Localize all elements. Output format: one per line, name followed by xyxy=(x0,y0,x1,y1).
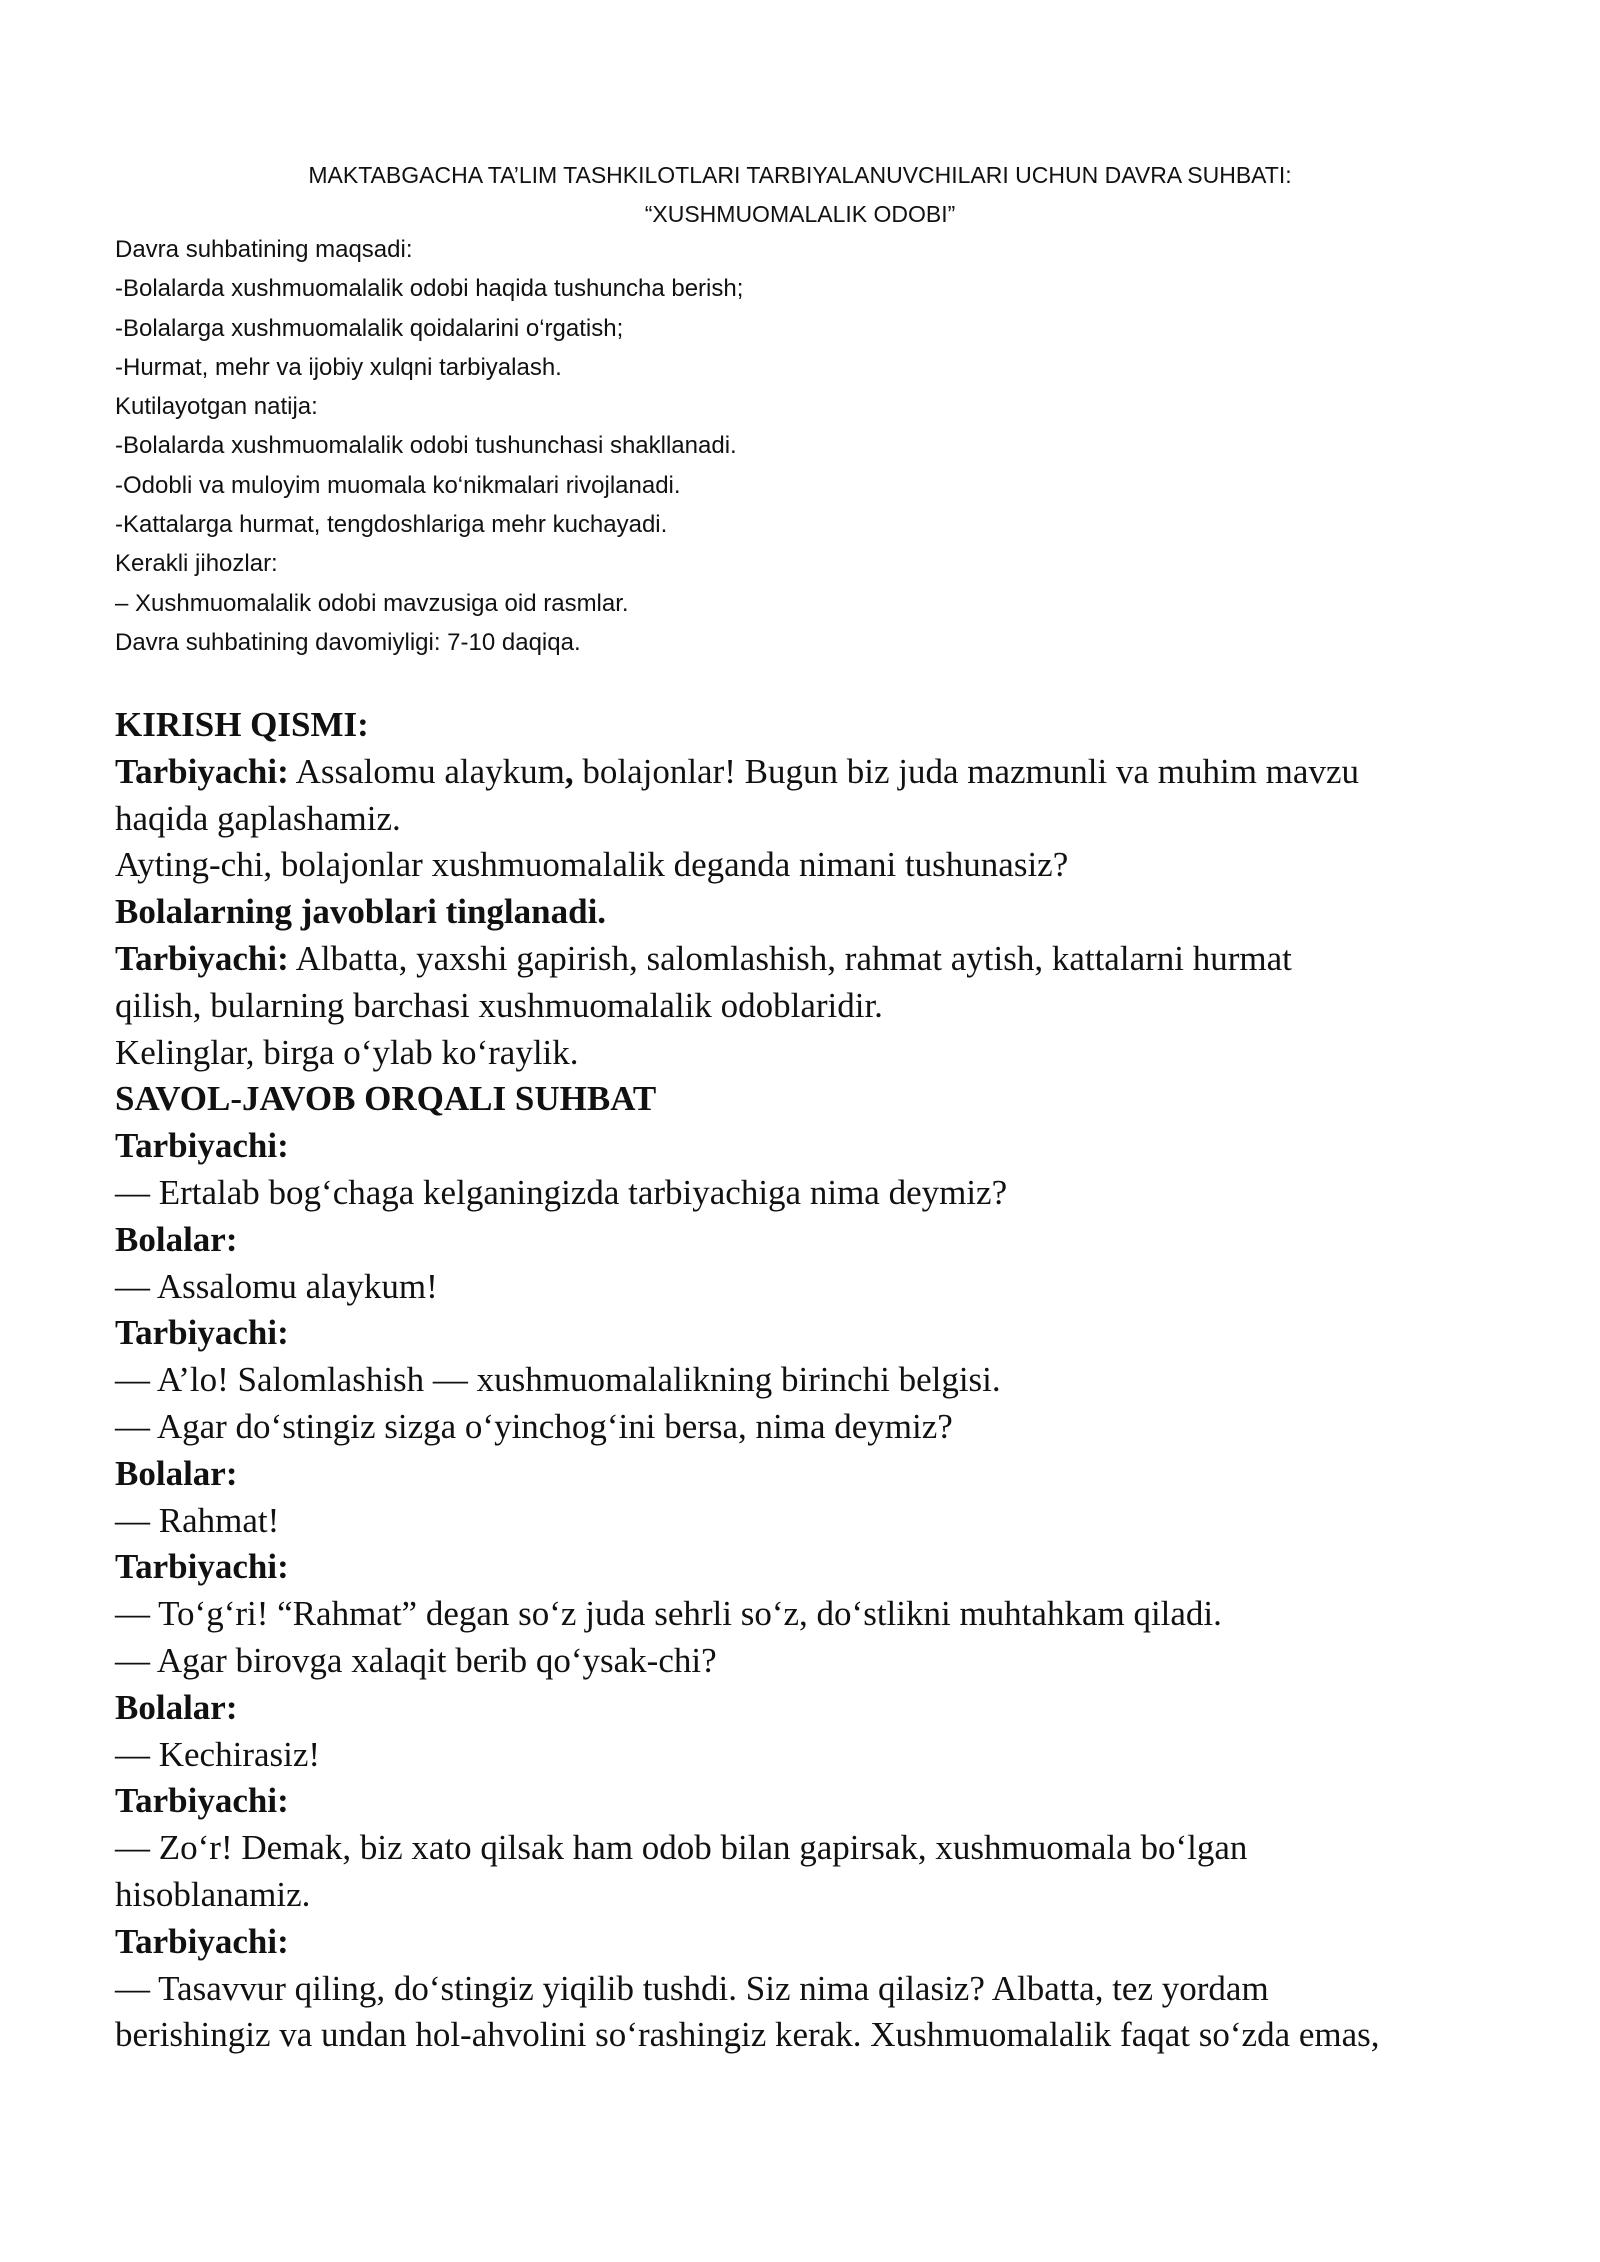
title-line-1: MAKTABGACHA TA’LIM TASHKILOTLARI TARBIYALANUVCHILARI UCHUN DAVRA SUHBATI: xyxy=(308,162,1292,188)
intro-line: -Hurmat, mehr va ijobiy xulqni tarbiyalash. xyxy=(115,353,562,381)
intro-section xyxy=(115,230,1485,662)
dialogue-line: — Zo‘r! Demak, biz xato qilsak ham odob bilan gapirsak, xushmuomala bo‘lgan xyxy=(115,1828,1248,1868)
intro-line: -Odobli va muloyim muomala ko‘nikmalari rivojlanadi. xyxy=(115,471,681,499)
section-heading-intro: KIRISH QISMI: xyxy=(115,705,369,744)
intro-line: Davra suhbatining maqsadi: xyxy=(115,236,413,263)
intro-line: Kutilayotgan natija: xyxy=(115,393,318,421)
intro-line: -Bolalarda xushmuomalalik odobi haqida tushuncha berish; xyxy=(115,275,744,303)
speaker-label: Bolalar: xyxy=(115,1219,238,1259)
paragraph-line xyxy=(115,749,1495,796)
text-span: Assalomu alaykum xyxy=(288,751,565,791)
speaker-label: Tarbiyachi: xyxy=(115,1921,289,1961)
section-heading-qa: SAVOL-JAVOB ORQALI SUHBAT xyxy=(115,1079,657,1119)
dialogue-line: — Ertalab bog‘chaga kelganingizda tarbiyachiga nima deymiz? xyxy=(115,1172,1008,1212)
speaker-label: Tarbiyachi: xyxy=(115,1547,289,1587)
speaker-label: Tarbiyachi: xyxy=(115,751,289,791)
paragraph-line: Ayting-chi, bolajonlar xushmuomalalik deganda nimani tushunasiz? xyxy=(115,845,1069,885)
speaker-label: Tarbiyachi: xyxy=(115,1126,289,1166)
stage-direction: Bolalarning javoblari tinglanadi. xyxy=(115,892,607,932)
dialogue-section xyxy=(115,702,1495,2059)
intro-line: – Xushmuomalalik odobi mavzusiga oid rasmlar. xyxy=(115,589,629,617)
speaker-label: Tarbiyachi: xyxy=(115,938,289,978)
paragraph-line: Kelinglar, birga o‘ylab ko‘raylik. xyxy=(115,1032,579,1072)
document-title xyxy=(115,156,1485,234)
dialogue-line: — To‘g‘ri! “Rahmat” degan so‘z juda sehrli so‘z, do‘stlikni muhtahkam qiladi. xyxy=(115,1594,1222,1634)
dialogue-line: berishingiz va undan hol-ahvolini so‘rashingiz kerak. Xushmuomalalik faqat so‘zda emas, xyxy=(115,2015,1380,2055)
intro-line: Kerakli jihozlar: xyxy=(115,550,278,578)
dialogue-line: — Agar birovga xalaqit berib qo‘ysak-chi? xyxy=(115,1640,717,1680)
speaker-label: Bolalar: xyxy=(115,1687,238,1727)
paragraph-line xyxy=(115,936,1495,983)
text-span: bolajonlar! Bugun biz juda mazmunli va muhim mavzu xyxy=(573,751,1359,791)
paragraph-line: haqida gaplashamiz. xyxy=(115,798,401,838)
text-span: Albatta, yaxshi gapirish, salomlashish, rahmat aytish, kattalarni hurmat xyxy=(288,938,1292,978)
dialogue-line: — Rahmat! xyxy=(115,1500,280,1540)
intro-line: -Bolalarda xushmuomalalik odobi tushunchasi shakllanadi. xyxy=(115,432,737,460)
dialogue-line: — Tasavvur qiling, do‘stingiz yiqilib tushdi. Siz nima qilasiz? Albatta, tez yordam xyxy=(115,1968,1269,2008)
intro-line: Davra suhbatining davomiyligi: 7-10 daqiqa. xyxy=(115,628,581,656)
text-span: , xyxy=(564,751,574,791)
speaker-label: Bolalar: xyxy=(115,1453,238,1493)
dialogue-line: — A’lo! Salomlashish — xushmuomalalikning birinchi belgisi. xyxy=(115,1360,1001,1400)
title-line-2: “XUSHMUOMALALIK ODOBI” xyxy=(644,201,956,227)
intro-line: -Bolalarga xushmuomalalik qoidalarini o‘rgatish; xyxy=(115,314,624,342)
speaker-label: Tarbiyachi: xyxy=(115,1781,289,1821)
dialogue-line: — Agar do‘stingiz sizga o‘yinchog‘ini bersa, nima deymiz? xyxy=(115,1406,953,1446)
dialogue-line: hisoblanamiz. xyxy=(115,1874,311,1914)
dialogue-line: — Kechirasiz! xyxy=(115,1734,321,1774)
dialogue-line: — Assalomu alaykum! xyxy=(115,1266,438,1306)
intro-line: -Kattalarga hurmat, tengdoshlariga mehr kuchayadi. xyxy=(115,511,668,539)
speaker-label: Tarbiyachi: xyxy=(115,1313,289,1353)
paragraph-line: qilish, bularning barchasi xushmuomalalik odoblaridir. xyxy=(115,985,883,1025)
